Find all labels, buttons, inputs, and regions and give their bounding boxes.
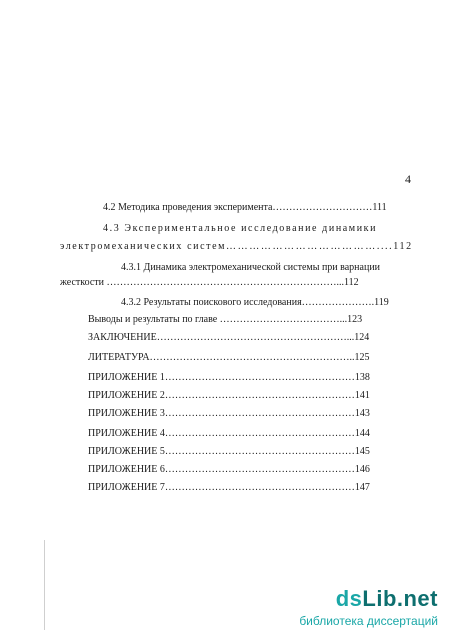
watermark <box>299 586 438 628</box>
scan-edge-mark <box>44 540 45 630</box>
toc-entry: 4.3 Экспериментальное исследование динамики <box>103 223 378 234</box>
toc-entry: 4.3.2 Результаты поискового исследования………………….119 <box>121 297 389 308</box>
toc-entry: ПРИЛОЖЕНИЕ 4…………………………………………………144 <box>88 428 370 439</box>
toc-entry: ПРИЛОЖЕНИЕ 3…………………………………………………143 <box>88 408 370 419</box>
toc-entry: 4.3.1 Динамика электромеханической системы при варнации <box>121 262 381 273</box>
toc-entry: ПРИЛОЖЕНИЕ 5…………………………………………………145 <box>88 446 370 457</box>
toc-entry: электромеханических систем…………………………………....112 <box>60 241 413 252</box>
toc-entry: жесткости ……………………………………………………………...112 <box>60 277 359 288</box>
toc-entry: Выводы и результаты по главе ………………………………...123 <box>88 314 363 325</box>
toc-entry: ПРИЛОЖЕНИЕ 2…………………………………………………141 <box>88 390 370 401</box>
watermark-logo <box>299 586 438 612</box>
logo-prefix: ds <box>335 586 363 611</box>
logo-suffix: Lib.net <box>362 586 438 611</box>
toc-entry: ПРИЛОЖЕНИЕ 1…………………………………………………138 <box>88 372 370 383</box>
page-number: 4 <box>405 172 411 186</box>
toc-entry: ЛИТЕРАТУРА……………………………………………………..125 <box>88 352 370 363</box>
toc-entry: 4.2 Методика проведения эксперимента…………………………111 <box>103 202 387 213</box>
toc-entry: ПРИЛОЖЕНИЕ 7…………………………………………………147 <box>88 482 370 493</box>
toc-entry: ЗАКЛЮЧЕНИЕ…………………………………………………...124 <box>88 332 370 343</box>
watermark-caption: библиотека диссертаций <box>299 614 438 628</box>
toc-entry: ПРИЛОЖЕНИЕ 6…………………………………………………146 <box>88 464 370 475</box>
